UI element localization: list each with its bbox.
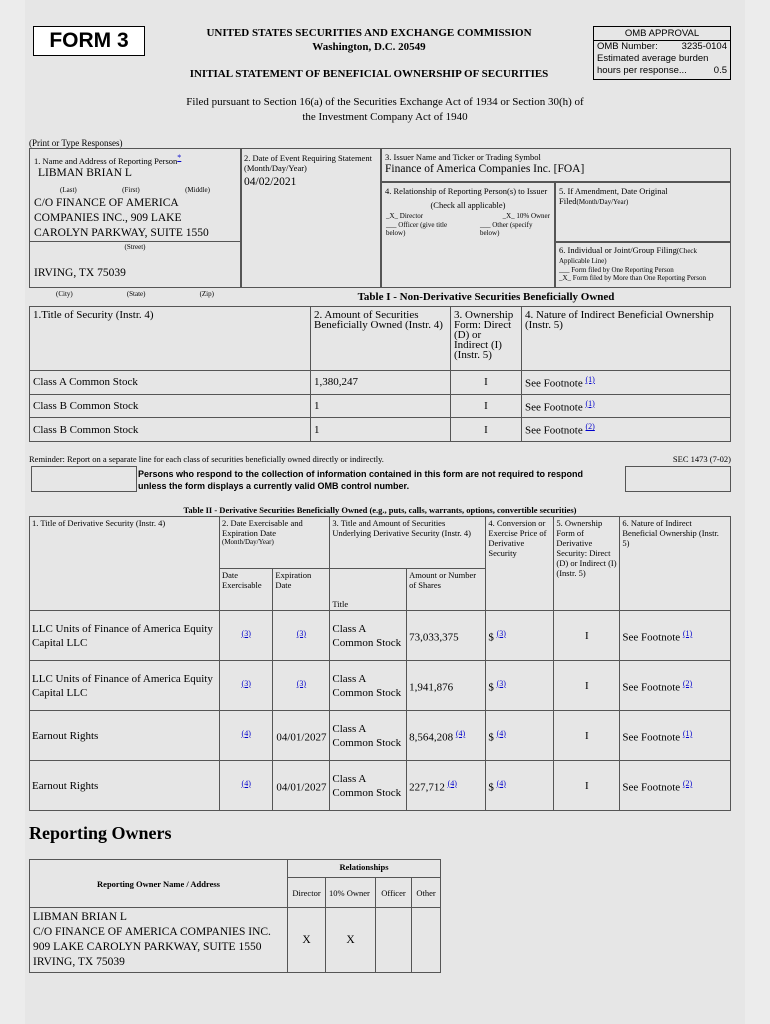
footnote-link[interactable]: (4) <box>241 778 251 788</box>
city-box <box>29 241 241 288</box>
omb-hours-label: hours per response... <box>597 65 687 76</box>
omb-burden-label: Estimated average burden <box>597 53 709 64</box>
table1-row: Class B Common Stock 1 I See Footnote $^{(1)}$ <box>30 394 731 418</box>
table2-row: Earnout Rights $^{(4)}$ 04/01/2027 Class A Common Stock 227,712 $^{(4)}$ $ $^{(4)}$ I See Footnote $^{(2)}$ <box>30 761 731 811</box>
filing-option-one: ___ Form filed by One Reporting Person <box>559 266 674 274</box>
reporting-owners-table: Reporting Owner Name / Address Relationships Director 10% Owner Officer Other LIBMAN BRIAN L C/O FINANCE OF AMERICA COMPANIES INC. 909 LAKE CAROLYN PARKWAY, SUITE 1550 IRVING, TX 75039 X X <box>29 859 441 973</box>
ten-pct-check: _X_ 10% Owner <box>502 212 550 220</box>
footnote-link[interactable]: (1) <box>585 375 595 384</box>
reporting-person-name: LIBMAN BRIAN L <box>38 166 132 179</box>
director-check: _X_ Director <box>386 212 424 220</box>
filing-option-more: _X_ Form filed by More than One Reporting Person <box>559 274 706 282</box>
footnote-link[interactable]: (1) <box>682 628 693 638</box>
city-value: IRVING, TX 75039 <box>34 267 126 279</box>
issuer-name: Finance of America Companies Inc. [FOA] <box>385 163 585 175</box>
footnote-link[interactable]: (4) <box>241 728 251 738</box>
footnote-link[interactable]: (3) <box>296 678 307 688</box>
reminder-text: Reminder: Report on a separate line for each class of securities beneficially owned directly or indirectly. <box>29 454 384 464</box>
blank-box-left <box>31 466 137 492</box>
box3-issuer: 3. Issuer Name and Ticker or Trading Symbol Finance of America Companies Inc. [FOA] <box>381 148 731 182</box>
box5-amendment: 5. If Amendment, Date Original Filed(Month/Day/Year) <box>555 182 731 242</box>
footnote-link[interactable]: (4) <box>455 728 466 738</box>
omb-number-label: OMB Number: <box>597 41 658 52</box>
street-address: C/O FINANCE OF AMERICA COMPANIES INC., 909 LAKE CAROLYN PARKWAY, SUITE 1550 <box>34 196 209 239</box>
agency-heading: UNITED STATES SECURITIES AND EXCHANGE COMMISSION Washington, D.C. 20549 <box>206 27 532 53</box>
officer-check: ___ Officer (give title below) <box>386 221 448 237</box>
footnote-link[interactable]: (4) <box>496 728 506 738</box>
omb-number: 3235-0104 <box>681 41 727 52</box>
reporting-owners-heading: Reporting Owners <box>29 823 172 843</box>
table2-row: Earnout Rights $^{(4)}$ 04/01/2027 Class A Common Stock 8,564,208 $^{(4)}$ $ $^{(4)}$ I See Footnote $^{(1)}$ <box>30 711 731 761</box>
event-date: 04/02/2021 <box>244 176 297 188</box>
table1-row: Class B Common Stock 1 I See Footnote $^{(2)}$ <box>30 418 731 442</box>
table1-title: Table I - Non-Derivative Securities Beneficially Owned <box>357 291 615 303</box>
table2-row: LLC Units of Finance of America Equity Capital LLC $^{(3)}$ $^{(3)}$ Class A Common Stock 73,033,375 $ $^{(3)}$ I See Footnote $^{(1)}$ <box>30 611 731 661</box>
blank-box-right <box>625 466 731 492</box>
filed-pursuant: Filed pursuant to Section 16(a) of the Securities Exchange Act of 1934 or Section 30(h) of the Investment Company Act of 1940 <box>186 96 584 123</box>
table1-row: Class A Common Stock 1,380,247 I See Footnote $^{(1)}$ <box>30 371 731 395</box>
other-check: ___ Other (specify below) <box>480 221 533 237</box>
box2-event-date: 2. Date of Event Requiring Statement (Month/Day/Year) 04/02/2021 <box>241 148 381 288</box>
footnote-link[interactable]: (2) <box>585 422 595 432</box>
footnote-link[interactable]: (2) <box>682 678 693 688</box>
omb-approval-box <box>593 26 731 80</box>
footnote-link[interactable]: (3) <box>496 678 506 688</box>
footnote-link[interactable]: (2) <box>682 778 693 788</box>
box6-filing: 6. Individual or Joint/Group Filing(Check Applicable Line) ___ Form filed by One Reporting Person _X_ Form filed by More than One Reporting Person <box>555 242 731 288</box>
box1-reporting-person: 1. Name and Address of Reporting Person* LIBMAN BRIAN L (Last) (First) (Middle) C/O FINANCE OF AMERICA COMPANIES INC., 909 LAKE CAROLYN PARKWAY, SUITE 1550 (Street) <box>29 148 241 288</box>
footnote-link[interactable]: (3) <box>296 628 307 638</box>
omb-hours: 0.5 <box>713 65 727 76</box>
form-label: FORM 3 <box>33 26 145 56</box>
footnote-link[interactable]: (1) <box>585 398 595 408</box>
reporting-owner-row: LIBMAN BRIAN L C/O FINANCE OF AMERICA COMPANIES INC. 909 LAKE CAROLYN PARKWAY, SUITE 1550 IRVING, TX 75039 X X <box>30 908 441 973</box>
table1: 1.Title of Security (Instr. 4) 2. Amount of Securities Beneficially Owned (Instr. 4) 3. Ownership Form: Direct (D) or Indirect (I) (Instr. 5) 4. Nature of Indirect Beneficial Ownership (Instr. 5) Class A Common Stock 1,380,247 I See Footnote $^{(1)}$ Class B Common Stock 1 I See Footnote $^{(1)}$ Class B Common Stock 1 I See Footnote $^{(2)}$ <box>29 306 731 442</box>
form-page: FORM 3 UNITED STATES SECURITIES AND EXCHANGE COMMISSION Washington, D.C. 20549 OMB APPROVAL OMB Number: 3235-0104 Estimated average burden hours per response... 0.5 INITIAL STATEMENT OF BENEFICIAL OWNERSHIP OF SECURITIES Filed pursuant to Section 16(a) of the Securities Exchange Act of 1934 or Section 30(h) of the Investment Company Act of 1940 (Print or Type Responses) 1. Name and Address of Reporting Person* LIBMAN BRIAN L (Last) (First) (Middle) C/O FINANCE OF AMERICA COMPANIES INC., 909 LAKE CAROLYN PARKWAY, SUITE 1550 (Street) IRVING, TX 75039 (City) (State) (Zip) 2. Date of Event Requiring Statement (Month/Day/Year) 04/02/2021 3. Issuer Name and Ticker or Trading Symbol Finance of America Companies Inc. [FOA] 4. Relationship of Reporting Person(s) to Issuer (Check all applicable) _X_ Director _X_ 10% Owner ___ Officer (give title below) ___ Other (specify below) 5. If Amendment, Date Original Filed(Month/Day/Year) 6. Individual or Joint/Group Filing(Check Applicable Line) ___ Form filed by One Reporting Person _X_ Form filed by More than One Reporting Person Table I - Non-Derivative Securities Beneficially Owned 1.Title of Security (Instr. 4) 2. Amount of Securities Beneficially Owned (Instr. 4) 3. Ownership Form: Direct (D) or Indirect (I) (Instr. 5) 4. Nature of Indirect Beneficial Ownership (Instr. 5) Class A Common Stock 1,380,247 I See Footnote $^{(1)}$ Class B Common Stock 1 I See Footnote $^{(1)}$ Class B Common Stock 1 I See Footnote $^{(2)}$ Reminder: Report on a separate line for each class of securities beneficially owned directly or indirectly. SEC 1473 (7-02) Persons who respond to the collection of information contained in this form are not required to respond unless the form displays a currently valid OMB control number. Table II - Derivative Securities Beneficially Owned (e.g., puts, calls, warrants, options, convertible securities) 1. Title of Derivative Security (Instr. 4) 2. Date Exercisable and Expiration Date (Month/Day/Year) 3. Title and Amount of Securities Underlying Derivative Security (Instr. 4) 4. Conversion or Exercise Price of Derivative Security 5. Ownership Form of Derivative Security: Direct (D) or Indirect (I) (Instr. 5) 6. Nature of Indirect Beneficial Ownership (Instr. 5) Date Exercisable Expiration Date Title Amount or Number of Shares LLC Units of Finance of America Equity Capital LLC $^{(3)}$ $^{(3)}$ Class A Common Stock 73,033,375 $ $^{(3)}$ I See Footnote $^{(1)}$ LLC Units of Finance of America Equity Capital LLC $^{(3)}$ $^{(3)}$ Class A Common Stock 1,941,876 $ $^{(3)}$ I See Footnote $^{(2)}$ Earnout Rights $^{(4)}$ 04/01/2027 Class A Common Stock 8,564,208 $^{(4)}$ $ $^{(4)}$ I See Footnote $^{(1)}$ Earnout Rights $^{(4)}$ 04/01/2027 Class A Common Stock 227,712 $^{(4)}$ $ $^{(4)}$ I See Footnote $^{(2)}$ Reporting Owners Reporting Owner Name / Address Relationships Director 10% Owner Officer Other LIBMAN BRIAN L C/O FINANCE OF AMERICA COMPANIES INC. 909 LAKE CAROLYN PARKWAY, SUITE 1550 IRVING, TX 75039 X X <box>25 0 745 1024</box>
sec-number: SEC 1473 (7-02) <box>672 454 731 464</box>
print-type-note: (Print or Type Responses) <box>29 138 123 148</box>
box4-relationship: 4. Relationship of Reporting Person(s) to Issuer (Check all applicable) _X_ Director _X_ 10% Owner ___ Officer (give title below) ___ Other (specify below) <box>381 182 555 288</box>
footnote-link[interactable]: (4) <box>447 778 457 788</box>
table2-title: Table II - Derivative Securities Beneficially Owned (e.g., puts, calls, warrants, options, convertible securities) <box>183 505 577 515</box>
form-title: INITIAL STATEMENT OF BENEFICIAL OWNERSHIP OF SECURITIES <box>189 68 549 80</box>
footnote-link[interactable]: (4) <box>496 778 506 788</box>
omb-notice: Persons who respond to the collection of information contained in this form are not required to respond unless the form displays a currently valid OMB control number. <box>138 469 584 491</box>
footnote-link[interactable]: (3) <box>496 628 506 638</box>
asterisk-link[interactable]: * <box>177 153 182 162</box>
footnote-link[interactable]: (1) <box>682 728 693 738</box>
footnote-link[interactable]: (3) <box>241 628 251 638</box>
table2-row: LLC Units of Finance of America Equity Capital LLC $^{(3)}$ $^{(3)}$ Class A Common Stock 1,941,876 $ $^{(3)}$ I See Footnote $^{(2)}$ <box>30 661 731 711</box>
table2: 1. Title of Derivative Security (Instr. 4) 2. Date Exercisable and Expiration Date (Month/Day/Year) 3. Title and Amount of Securities Underlying Derivative Security (Instr. 4) 4. Conversion or Exercise Price of Derivative Security 5. Ownership Form of Derivative Security: Direct (D) or Indirect (I) (Instr. 5) 6. Nature of Indirect Beneficial Ownership (Instr. 5) Date Exercisable Expiration Date Title Amount or Number of Shares LLC Units of Finance of America Equity Capital LLC $^{(3)}$ $^{(3)}$ Class A Common Stock 73,033,375 $ $^{(3)}$ I See Footnote $^{(1)}$ LLC Units of Finance of America Equity Capital LLC $^{(3)}$ $^{(3)}$ Class A Common Stock 1,941,876 $ $^{(3)}$ I See Footnote $^{(2)}$ Earnout Rights $^{(4)}$ 04/01/2027 Class A Common Stock 8,564,208 $^{(4)}$ $ $^{(4)}$ I See Footnote $^{(1)}$ Earnout Rights $^{(4)}$ 04/01/2027 Class A Common Stock 227,712 $^{(4)}$ $ $^{(4)}$ I See Footnote $^{(2)}$ <box>29 516 731 811</box>
footnote-link[interactable]: (3) <box>241 678 251 688</box>
omb-title: OMB APPROVAL <box>594 27 730 41</box>
